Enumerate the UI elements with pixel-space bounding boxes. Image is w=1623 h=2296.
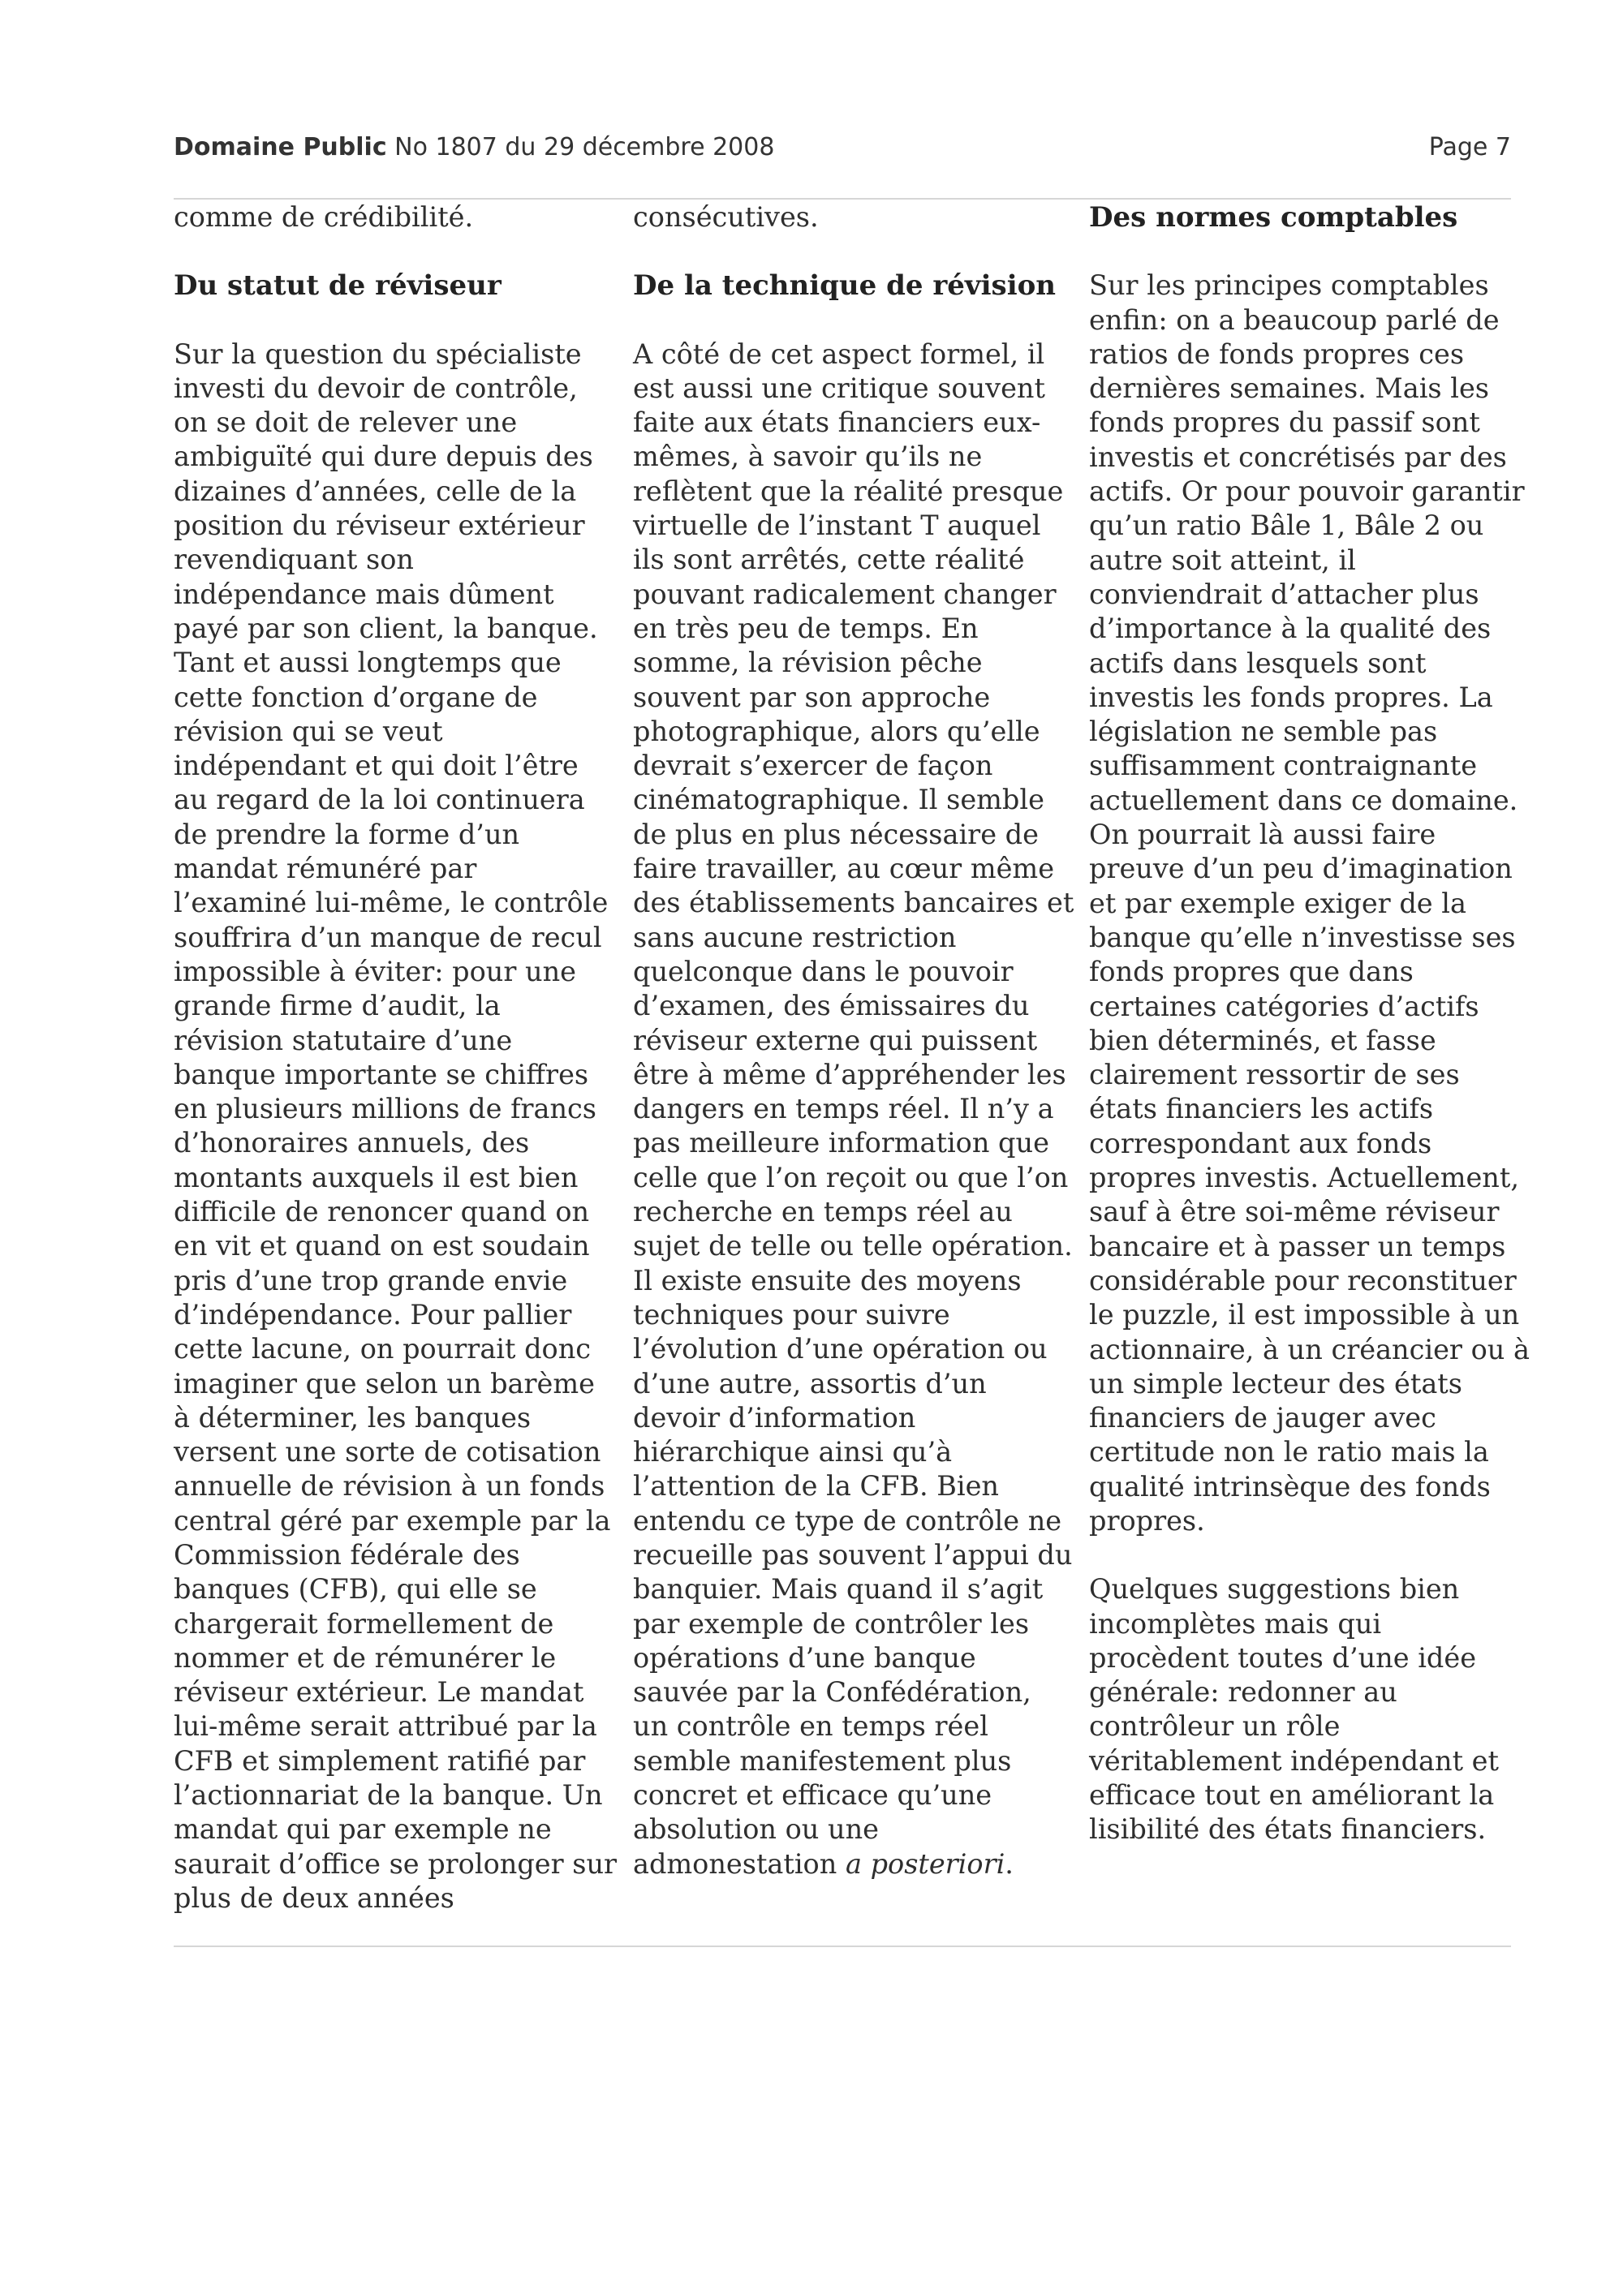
paragraph bbox=[1089, 269, 1530, 1538]
text-line: devoir d’information bbox=[633, 1401, 916, 1434]
text-line: mandat rémunéré par bbox=[174, 853, 477, 885]
column-1 bbox=[174, 200, 618, 1950]
text-line: l’actionnariat de la banque. Un bbox=[174, 1779, 603, 1812]
text-line: pas meilleure information que bbox=[633, 1127, 1049, 1159]
text-line: faire travailler, au cœur même bbox=[633, 853, 1055, 885]
text-line: propres investis. Actuellement, bbox=[1089, 1162, 1519, 1194]
text-line: Quelques suggestions bien bbox=[1089, 1573, 1460, 1606]
text-line: actifs dans lesquels sont bbox=[1089, 647, 1427, 679]
text-line: CFB et simplement ratifié par bbox=[174, 1744, 586, 1777]
text-line: efficace tout en améliorant la bbox=[1089, 1779, 1495, 1812]
text-line: actuellement dans ce domaine. bbox=[1089, 784, 1518, 816]
text-line: ratios de fonds propres ces bbox=[1089, 338, 1465, 370]
text-line: quelconque dans le pouvoir bbox=[633, 955, 1014, 987]
text-line: Sur la question du spécialiste bbox=[174, 338, 582, 370]
text-line: par exemple de contrôler les bbox=[633, 1607, 1030, 1640]
text-line: être à même d’appréhender les bbox=[633, 1058, 1066, 1090]
text-line: actifs. Or pour pouvoir garantir bbox=[1089, 475, 1525, 508]
page-number: Page 7 bbox=[1428, 133, 1511, 161]
text-line: correspondant aux fonds bbox=[1089, 1127, 1432, 1159]
text-line: véritablement indépendant et bbox=[1089, 1744, 1499, 1777]
paragraph bbox=[633, 338, 1074, 1881]
text-line: A côté de cet aspect formel, il bbox=[633, 338, 1045, 370]
text-line: conviendrait d’attacher plus bbox=[1089, 578, 1479, 610]
text-fragment: admonestation bbox=[633, 1847, 846, 1880]
text-line: le puzzle, il est impossible à un bbox=[1089, 1299, 1520, 1331]
text-line: et par exemple exiger de la bbox=[1089, 887, 1466, 919]
text-line: lisibilité des états financiers. bbox=[1089, 1813, 1487, 1846]
text-line: photographique, alors qu’elle bbox=[633, 715, 1040, 747]
text-line: en plusieurs millions de francs bbox=[174, 1093, 596, 1125]
text-line: qu’un ratio Bâle 1, Bâle 2 ou bbox=[1089, 510, 1484, 542]
text-line: banque importante se chiffres bbox=[174, 1058, 589, 1090]
text-line: celle que l’on reçoit ou que l’on bbox=[633, 1161, 1069, 1193]
text-line: d’indépendance. Pour pallier bbox=[174, 1298, 572, 1331]
text-line: dangers en temps réel. Il n’y a bbox=[633, 1093, 1054, 1125]
text-line: souvent par son approche bbox=[633, 681, 991, 713]
text-line: bien déterminés, et fasse bbox=[1089, 1024, 1436, 1056]
text-line: cette fonction d’organe de bbox=[174, 681, 538, 713]
text-line: ils sont arrêtés, cette réalité bbox=[633, 544, 1025, 576]
text-line: certitude non le ratio mais la bbox=[1089, 1436, 1489, 1468]
text-line: sauf à être soi-même réviseur bbox=[1089, 1196, 1500, 1228]
text-line: qualité intrinsèque des fonds bbox=[1089, 1470, 1491, 1503]
text-line: banques (CFB), qui elle se bbox=[174, 1573, 537, 1606]
text-line: législation ne semble pas bbox=[1089, 716, 1438, 748]
section-heading: Du statut de réviseur bbox=[174, 269, 502, 303]
text-line: réviseur externe qui puissent bbox=[633, 1024, 1038, 1056]
text-line: recueille pas souvent l’appui du bbox=[633, 1538, 1073, 1571]
text-line: pris d’une trop grande envie bbox=[174, 1264, 568, 1296]
section-heading: Des normes comptables bbox=[1089, 201, 1458, 234]
text-line: dizaines d’années, celle de la bbox=[174, 475, 577, 507]
column-2 bbox=[633, 200, 1074, 1915]
text-line: autre soit atteint, il bbox=[1089, 544, 1356, 576]
text-line: virtuelle de l’instant T auquel bbox=[633, 510, 1041, 542]
text-line: sans aucune restriction bbox=[633, 921, 957, 953]
footer-divider bbox=[174, 1946, 1511, 1947]
text-line: actionnaire, à un créancier ou à bbox=[1089, 1333, 1530, 1365]
text-line: somme, la révision pêche bbox=[633, 647, 983, 679]
text-line: recherche en temps réel au bbox=[633, 1196, 1013, 1228]
text-line bbox=[633, 1847, 1071, 1881]
text-line: hiérarchique ainsi qu’à bbox=[633, 1436, 953, 1468]
text-line: investis les fonds propres. La bbox=[1089, 681, 1493, 713]
text-line: cinématographique. Il semble bbox=[633, 784, 1044, 816]
text-line: semble manifestement plus bbox=[633, 1744, 1012, 1777]
text-line: annuelle de révision à un fonds bbox=[174, 1470, 605, 1503]
text-line: investis et concrétisés par des bbox=[1089, 441, 1507, 473]
text-line: revendiquant son bbox=[174, 544, 414, 576]
text-line: devrait s’exercer de façon bbox=[633, 750, 993, 782]
text-line: en vit et quand on est soudain bbox=[174, 1230, 590, 1262]
text-line: de prendre la forme d’un bbox=[174, 818, 520, 850]
text-line: banquier. Mais quand il s’agit bbox=[633, 1573, 1044, 1606]
text-line: dernières semaines. Mais les bbox=[1089, 372, 1489, 405]
text-line: cette lacune, on pourrait donc bbox=[174, 1333, 592, 1365]
text-line: chargerait formellement de bbox=[174, 1607, 554, 1640]
text-line: d’importance à la qualité des bbox=[1089, 613, 1492, 645]
text-line: d’une autre, assortis d’un bbox=[633, 1367, 987, 1400]
text-line: sujet de telle ou telle opération. bbox=[633, 1230, 1073, 1262]
text-line: absolution ou une bbox=[633, 1813, 880, 1846]
text-line: Commission fédérale des bbox=[174, 1538, 520, 1571]
text-line: l’évolution d’une opération ou bbox=[633, 1333, 1048, 1365]
text-line: révision statutaire d’une bbox=[174, 1024, 513, 1056]
text-line: reflètent que la réalité presque bbox=[633, 475, 1064, 507]
text-line: fonds propres que dans bbox=[1089, 956, 1414, 988]
text-line: incomplètes mais qui bbox=[1089, 1607, 1382, 1640]
text-line: montants auxquels il est bien bbox=[174, 1161, 579, 1193]
text-line: preuve d’un peu d’imagination bbox=[1089, 853, 1513, 885]
text-line: l’attention de la CFB. Bien bbox=[633, 1470, 1000, 1503]
text-line: central géré par exemple par la bbox=[174, 1504, 611, 1537]
text-line: révision qui se veut bbox=[174, 715, 443, 747]
paragraph bbox=[633, 200, 1071, 234]
text-line: on se doit de relever une bbox=[174, 406, 518, 439]
text-line: techniques pour suivre bbox=[633, 1298, 950, 1331]
text-line: est aussi une critique souvent bbox=[633, 372, 1045, 404]
text-line: au regard de la loi continuera bbox=[174, 784, 585, 816]
text-line: imaginer que selon un barème bbox=[174, 1367, 595, 1400]
text-line: générale: redonner au bbox=[1089, 1676, 1397, 1709]
text-line: saurait d’office se prolonger sur bbox=[174, 1847, 618, 1880]
paragraph bbox=[174, 338, 618, 1916]
text-line: à déterminer, les banques bbox=[174, 1401, 532, 1434]
text-line: indépendance mais dûment bbox=[174, 578, 554, 610]
text-line: pouvant radicalement changer bbox=[633, 578, 1057, 610]
publication-name: Domaine Public bbox=[174, 133, 387, 161]
text-line: propres. bbox=[1089, 1504, 1205, 1537]
text-line: comme de crédibilité. bbox=[174, 201, 474, 233]
text-line: d’examen, des émissaires du bbox=[633, 990, 1030, 1022]
text-line: un simple lecteur des états bbox=[1089, 1367, 1462, 1400]
text-line: certaines catégories d’actifs bbox=[1089, 990, 1479, 1022]
section-heading: De la technique de révision bbox=[633, 269, 1057, 303]
text-line: investi du devoir de contrôle, bbox=[174, 372, 578, 404]
header-divider bbox=[174, 198, 1511, 200]
text-line: concret et efficace qu’une bbox=[633, 1779, 992, 1812]
text-line: lui-même serait attribué par la bbox=[174, 1710, 597, 1743]
text-line: grande firme d’audit, la bbox=[174, 990, 501, 1022]
italic-term: a posteriori bbox=[845, 1847, 1005, 1880]
text-line: entendu ce type de contrôle ne bbox=[633, 1504, 1062, 1537]
text-line: plus de deux années bbox=[174, 1881, 454, 1914]
paragraph bbox=[174, 200, 612, 234]
text-line: impossible à éviter: pour une bbox=[174, 955, 576, 987]
text-line: Il existe ensuite des moyens bbox=[633, 1264, 1022, 1296]
text-line: des établissements bancaires et bbox=[633, 887, 1074, 919]
issue-info: No 1807 du 29 décembre 2008 bbox=[394, 133, 775, 161]
text-line: d’honoraires annuels, des bbox=[174, 1127, 530, 1159]
text-line: l’examiné lui-même, le contrôle bbox=[174, 887, 609, 919]
text-line: consécutives. bbox=[633, 201, 819, 233]
text-line: opérations d’une banque bbox=[633, 1641, 976, 1674]
text-line: ambiguïté qui dure depuis des bbox=[174, 441, 593, 473]
text-line: Sur les principes comptables bbox=[1089, 269, 1489, 302]
text-line: contrôleur un rôle bbox=[1089, 1710, 1341, 1743]
text-line: indépendant et qui doit l’être bbox=[174, 750, 579, 782]
text-line: financiers de jauger avec bbox=[1089, 1402, 1436, 1434]
text-line: versent une sorte de cotisation bbox=[174, 1436, 601, 1468]
text-line: états financiers les actifs bbox=[1089, 1093, 1434, 1125]
text-line: mêmes, à savoir qu’ils ne bbox=[633, 441, 983, 473]
text-line: Tant et aussi longtemps que bbox=[174, 647, 562, 679]
paragraph bbox=[1089, 1572, 1527, 1847]
text-line: position du réviseur extérieur bbox=[174, 510, 585, 542]
text-line: souffrira d’un manque de recul bbox=[174, 921, 602, 953]
text-line: bancaire et à passer un temps bbox=[1089, 1230, 1506, 1262]
column-3 bbox=[1089, 200, 1530, 1881]
text-line: faite aux états financiers eux- bbox=[633, 406, 1041, 439]
text-line: On pourrait là aussi faire bbox=[1089, 819, 1436, 851]
text-line: sauvée par la Confédération, bbox=[633, 1676, 1031, 1709]
text-line: un contrôle en temps réel bbox=[633, 1710, 988, 1743]
text-line: payé par son client, la banque. bbox=[174, 612, 598, 644]
text-line: considérable pour reconstituer bbox=[1089, 1264, 1517, 1296]
text-line: difficile de renoncer quand on bbox=[174, 1196, 590, 1228]
text-line: fonds propres du passif sont bbox=[1089, 406, 1480, 439]
text-line: suffisamment contraignante bbox=[1089, 750, 1478, 782]
text-line: nommer et de rémunérer le bbox=[174, 1641, 557, 1674]
text-line: réviseur extérieur. Le mandat bbox=[174, 1676, 584, 1709]
text-line: enfin: on a beaucoup parlé de bbox=[1089, 303, 1500, 336]
text-line: procèdent toutes d’une idée bbox=[1089, 1641, 1477, 1674]
text-line: banque qu’elle n’investisse ses bbox=[1089, 921, 1516, 953]
text-line: de plus en plus nécessaire de bbox=[633, 818, 1039, 850]
text-fragment: . bbox=[1005, 1847, 1014, 1880]
text-line: mandat qui par exemple ne bbox=[174, 1813, 552, 1846]
text-line: clairement ressortir de ses bbox=[1089, 1059, 1460, 1091]
page-header bbox=[174, 133, 1511, 170]
text-line: en très peu de temps. En bbox=[633, 612, 979, 644]
